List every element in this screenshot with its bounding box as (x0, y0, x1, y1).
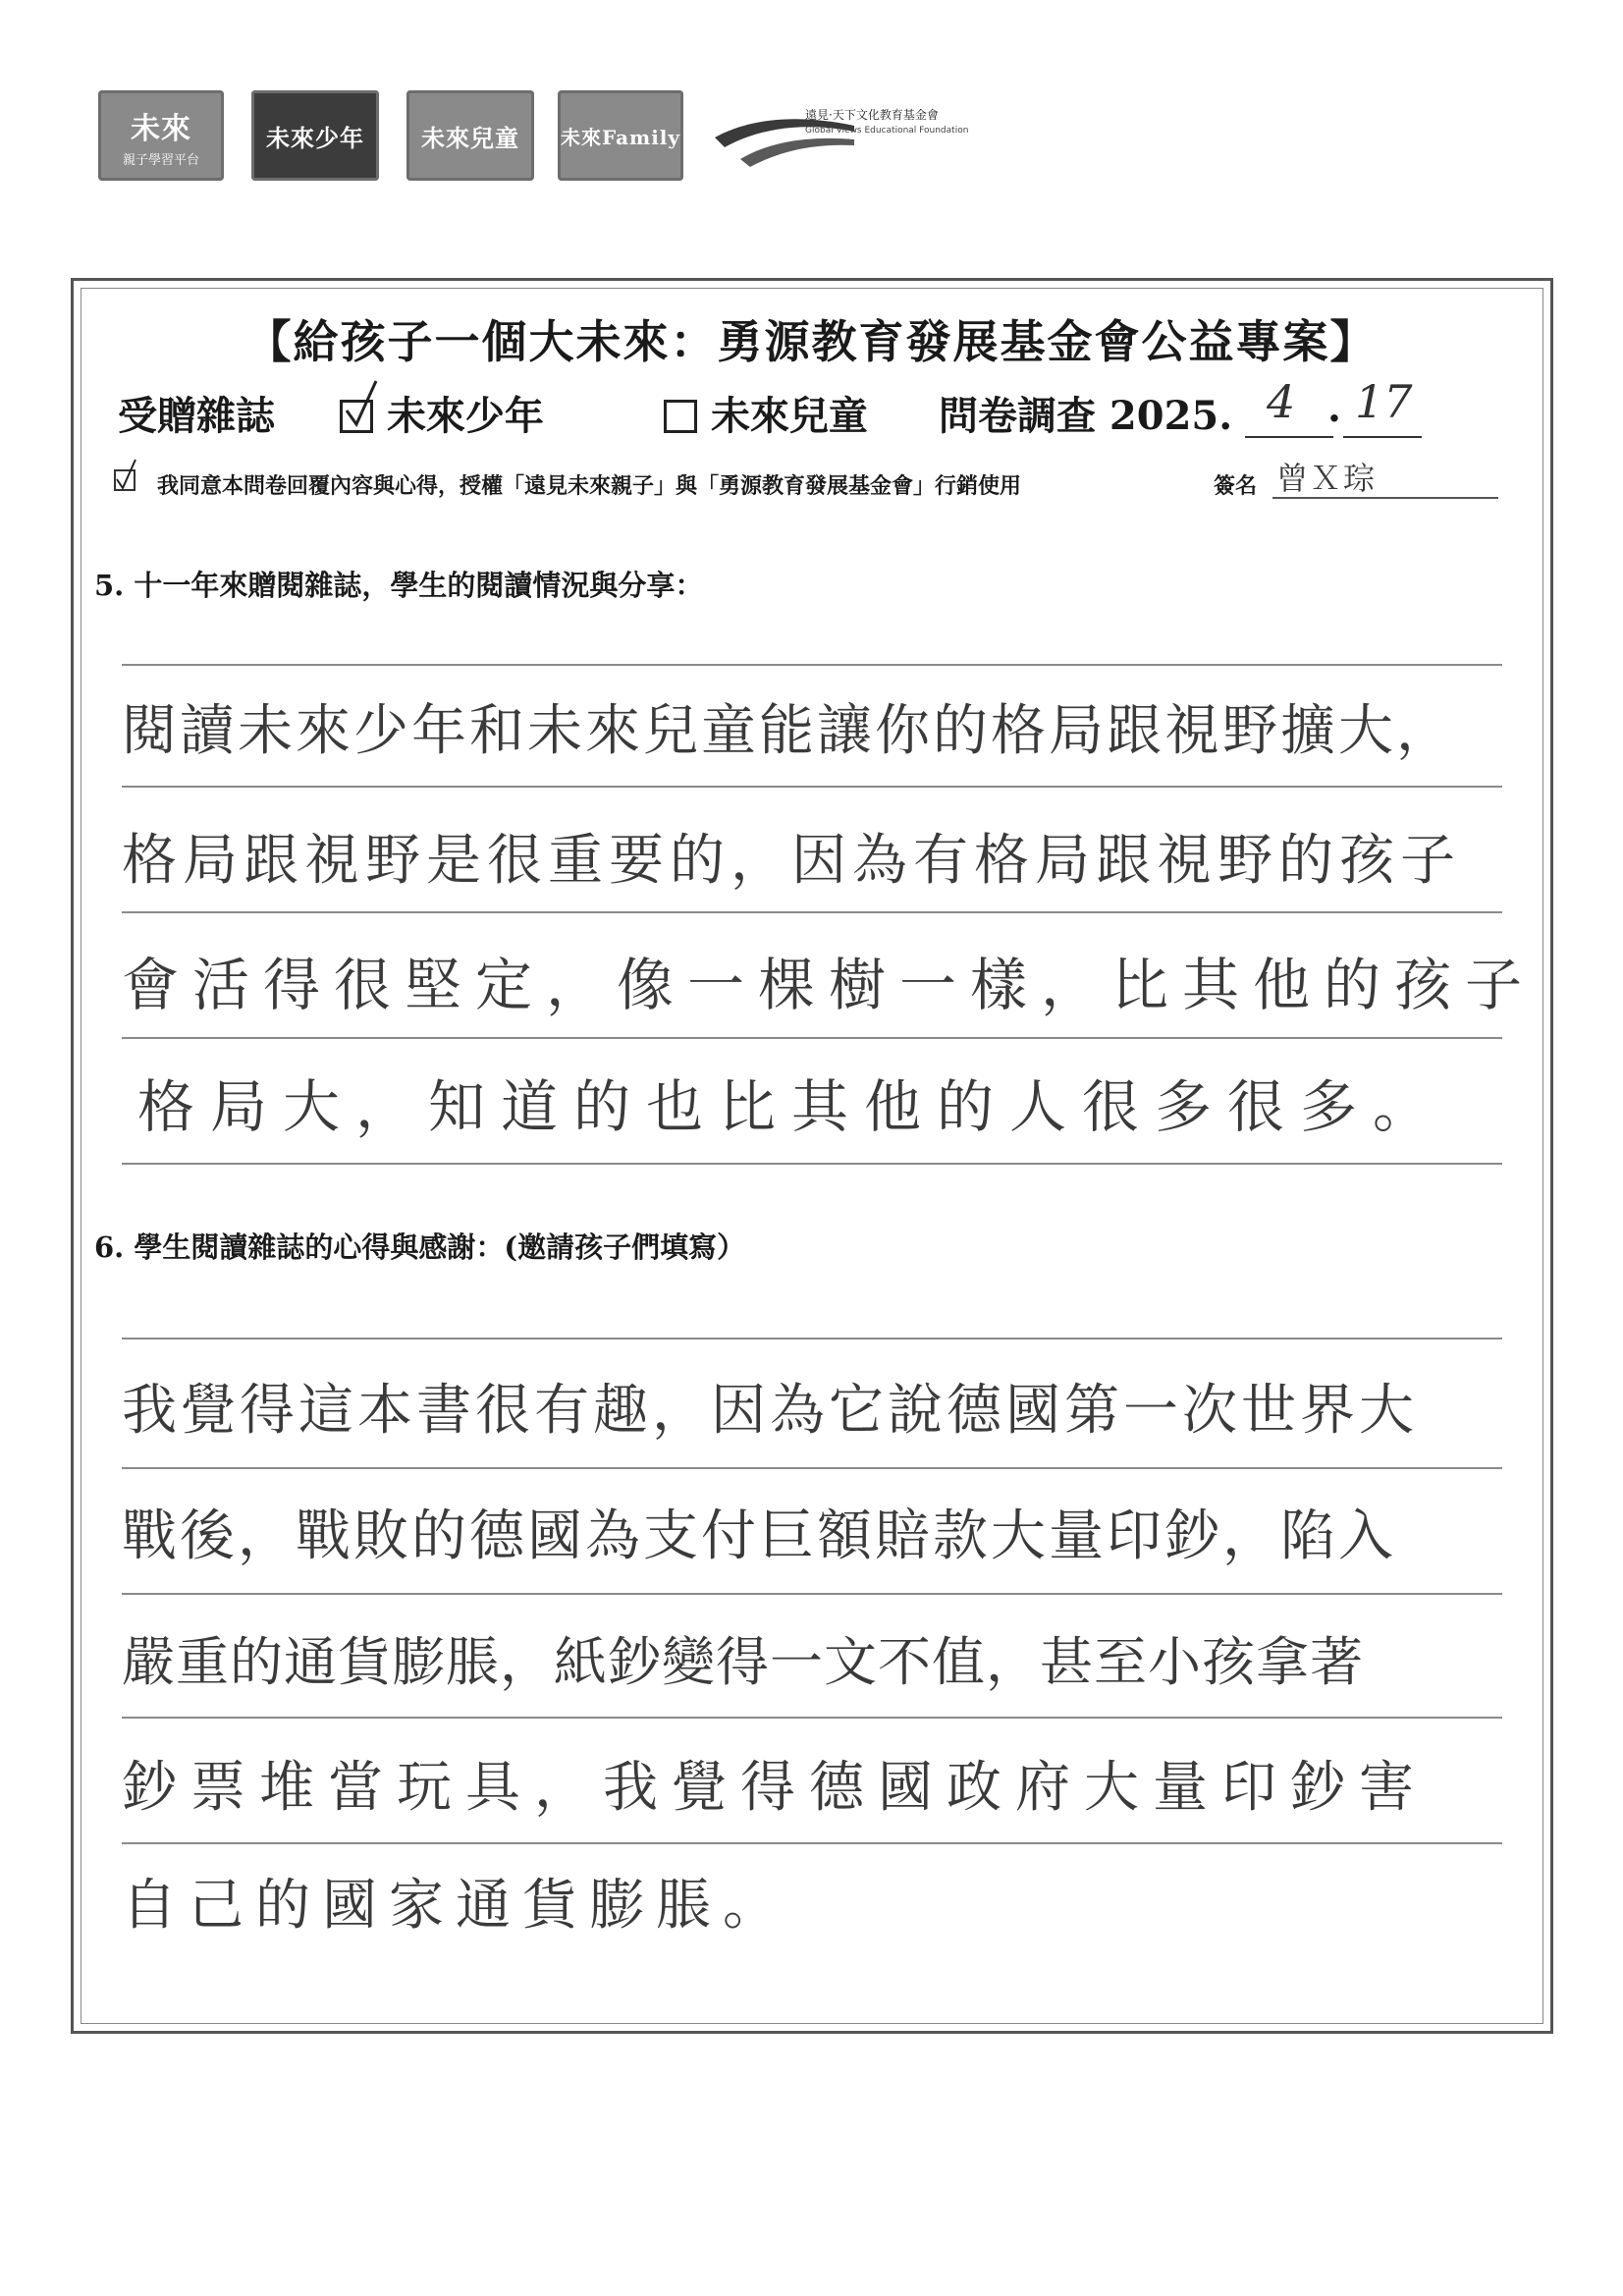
signature[interactable]: 曾Ｘ琮 (1276, 460, 1378, 497)
date-day[interactable]: 17 (1355, 375, 1413, 428)
survey-label: 問卷調查 2025. (939, 393, 1233, 439)
foundation-name-cn: 遠見·天下文化教育基金會 (805, 108, 939, 122)
answer-5-line-4: 格局大，知道的也比其他的人很多很多。 (137, 1073, 1446, 1140)
option-future-youth-label: 未來少年 (386, 393, 544, 439)
consent-checkbox[interactable] (114, 469, 135, 492)
option-future-children-label: 未來兒童 (710, 393, 868, 439)
answer-6-line-1: 我覺得這本書很有趣，因為它說德國第一次世界大 (122, 1379, 1418, 1443)
checkmark-icon (343, 377, 382, 432)
option-future-children[interactable] (664, 385, 868, 441)
logo-weilai-parenting: 未來 親子學習平台 (98, 90, 224, 181)
signature-label: 簽名 (1214, 474, 1258, 499)
form-title: 【給孩子一個大未來：勇源教育發展基金會公益專案】 (245, 315, 1378, 368)
date-month-underline (1245, 436, 1333, 438)
answer-line (122, 911, 1502, 913)
foundation-name-en: Global Views Educational Foundation (805, 126, 969, 136)
answer-5-line-1: 閱讀未來少年和未來兒童能讓你的格局跟視野擴大， (122, 699, 1454, 763)
answer-line (122, 1037, 1502, 1039)
answer-line (122, 664, 1502, 666)
survey-date-row (939, 385, 1232, 441)
answer-line (122, 1467, 1502, 1469)
answer-line (122, 786, 1502, 788)
answer-line (122, 1163, 1502, 1165)
magazine-row (118, 385, 275, 441)
answer-line (122, 1717, 1502, 1719)
date-month[interactable]: 4 (1267, 375, 1296, 428)
answer-6-line-5: 自己的國家通貨膨脹。 (122, 1874, 789, 1938)
answer-6-line-2: 戰後，戰敗的德國為支付巨額賠款大量印鈔，陷入 (122, 1504, 1396, 1568)
answer-line (122, 1338, 1502, 1339)
magazine-label: 受贈雜誌 (118, 393, 275, 439)
logo-future-children: 未來兒童 (406, 90, 534, 181)
answer-line (122, 1842, 1502, 1844)
checkbox-future-youth[interactable] (340, 400, 373, 433)
option-future-youth[interactable] (340, 385, 544, 441)
answer-6-line-4: 鈔票堆當玩具，我覺得德國政府大量印鈔害 (122, 1756, 1428, 1820)
answer-5-line-2: 格局跟視野是很重要的，因為有格局跟視野的孩子 (122, 829, 1461, 893)
answer-6-line-3: 嚴重的通貨膨脹，紙鈔變得一文不值，甚至小孩拿著 (122, 1631, 1364, 1693)
logo-future-family: 未來Family (558, 90, 683, 181)
checkmark-icon (114, 458, 139, 493)
date-separator: . (1327, 385, 1341, 431)
date-day-underline (1343, 436, 1422, 438)
consent-text: 我同意本問卷回覆內容與心得，授權「遠見未來親子」與「勇源教育發展基金會」行銷使用 (157, 474, 1022, 499)
question-6-label: 6. 學生閱讀雜誌的心得與感謝：(邀請孩子們填寫） (94, 1230, 746, 1264)
global-views-foundation-logo (711, 102, 1025, 181)
checkbox-future-children[interactable] (664, 400, 697, 433)
question-5-label: 5. 十一年來贈閱雜誌，學生的閱讀情況與分享： (94, 569, 704, 602)
answer-line (122, 1593, 1502, 1595)
logo-future-youth: 未來少年 (251, 90, 379, 181)
answer-5-line-3: 會活得很堅定，像一棵樹一樣，比其他的孩子 (122, 952, 1537, 1018)
